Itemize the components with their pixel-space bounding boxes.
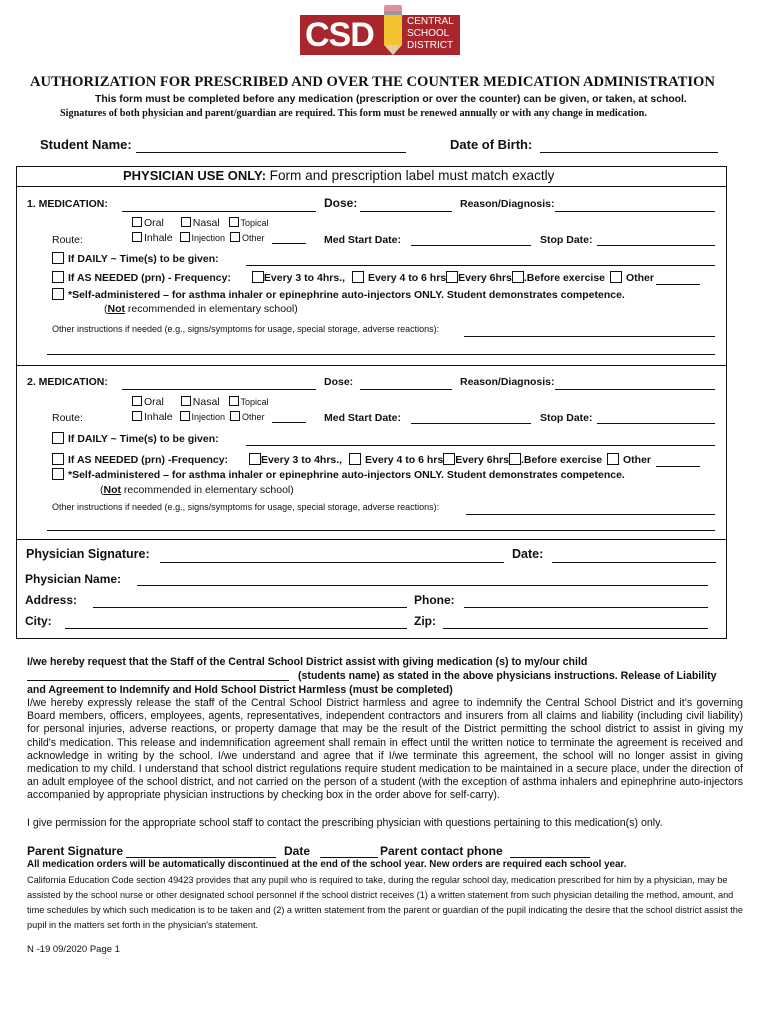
med2-nasal-label: Nasal [192,396,220,408]
med2-dose-field[interactable] [360,389,452,390]
med1-start-field[interactable] [411,245,531,246]
med1-start-label: Med Start Date: [324,234,402,246]
pencil-icon [384,5,402,55]
parent-phone-label: Parent contact phone [380,844,503,858]
med1-route-row1 [132,217,269,229]
med2-stop-field[interactable] [597,423,715,424]
med1-self-checkbox[interactable] [52,288,64,300]
parent-signature-field[interactable] [126,857,276,858]
med1-daily-field[interactable] [246,265,715,266]
med1-daily-checkbox[interactable] [52,252,64,264]
med2-every4-label: Every 4 to 6 hrs [365,454,444,466]
physician-box-title [123,168,554,183]
med-divider [16,365,727,366]
med1-before-checkbox[interactable] [512,271,524,283]
med1-self-row [52,288,625,301]
med2-prn-label: If AS NEEDED (prn) -Frequency: [68,454,229,466]
med1-daily-row [52,252,219,265]
address-label: Address: [25,593,78,607]
med1-before-label: .Before exercise [523,272,606,284]
permission-text: I give permission for the appropriate school staff to contact the prescribing physician with questions pertaining to this medication(s) only. [27,817,663,829]
parent-phone-field[interactable] [510,857,590,858]
med2-other-checkbox[interactable] [230,411,240,421]
med2-route-row2 [132,411,265,423]
page-number: N -19 09/2020 Page 1 [27,944,120,955]
phone-label: Phone: [414,593,455,607]
med1-oral-checkbox[interactable] [132,217,142,227]
med1-inhale-label: Inhale [144,232,173,244]
med2-start-field[interactable] [411,423,531,424]
med1-dose-label: Dose: [324,196,358,210]
med1-nasal-label: Nasal [192,217,220,229]
med2-daily-row [52,432,219,445]
request-line-3: and Agreement to Indemnify and Hold School District Harmless (must be completed) [27,684,453,696]
med2-prn-row [52,453,651,466]
med1-not-rest: recommended in elementary school) [125,303,298,315]
med1-other-label: Other [241,233,265,243]
med2-before-label: .Before exercise [520,454,603,466]
med1-name-field[interactable] [122,211,316,212]
med1-prn-label: If AS NEEDED (prn) - Frequency: [68,272,231,284]
med2-injection-checkbox[interactable] [180,411,190,421]
med2-not: Not [103,484,121,496]
med2-not-rest: recommended in elementary school) [121,484,294,496]
parent-date-label: Date [284,844,311,858]
physician-signature-label: Physician Signature: [26,547,150,561]
med2-daily-field[interactable] [246,445,715,446]
physician-name-field[interactable] [137,585,708,586]
student-name-field[interactable] [136,152,406,153]
med2-inhale-label: Inhale [144,411,173,423]
med2-other2-checkbox[interactable] [607,453,619,465]
med2-every6-label: Every 6hrs [455,454,509,466]
form-title: AUTHORIZATION FOR PRESCRIBED AND OVER THE COUNTER MEDICATION ADMINISTRATION [30,74,715,90]
med1-every6-label: Every 6hrs [458,272,512,284]
med1-instructions-field-2[interactable] [47,354,715,355]
med2-other2-field[interactable] [656,466,700,467]
child-name-field[interactable] [27,680,289,681]
dob-field[interactable] [540,152,718,153]
med2-paren: ( [100,484,104,496]
med2-topical-checkbox[interactable] [229,396,239,406]
med1-every3-label: Every 3 to 4hrs., [263,272,346,284]
med1-stop-label: Stop Date: [540,234,593,246]
med1-oral-label: Oral [144,217,164,229]
med1-topical-checkbox[interactable] [229,217,239,227]
csd-logo [300,3,470,55]
med1-stop-field[interactable] [597,245,715,246]
med1-other-checkbox[interactable] [230,232,240,242]
med2-label: 2. MEDICATION: [27,376,108,388]
med2-instructions-field-1[interactable] [466,514,715,515]
physician-date-field[interactable] [552,562,716,563]
med1-reason-field[interactable] [555,211,715,212]
logo-letters: CSD [305,16,374,54]
address-field[interactable] [93,607,407,608]
med1-other2-field[interactable] [656,284,700,285]
med2-self-label: *Self-administered – for asthma inhaler or epinephrine auto-injectors ONLY. Student demonstrates competence. [68,469,625,481]
release-body: I/we hereby expressly release the staff of the Central School District harmless and agree to indemnify the Central School District and it’s governing Board members, officers, employees, agents, representatives, independent contractors and insurers from all claims and liability (including civil liability) for personal injuries, adverse reactions, or property damage that may be the result of the District permitting the school district to assist in giving my child's medication. This release and indemnification agreement shall remain in effect until the written notice to terminate the agreement is received and acknowledge in writing by the school. I/we understand and agree that if I/we terminate this agreement, the school will no longer assist in giving medication to my child. I understand that school district regulations require student medication to be maintained in a secure place, under the direction of an adult employee of the school district, and not carried on the person of a student (with the exception of asthma inhalers and epinephrine auto-injectors accompanied by appropriate physician instructions by checking box in the order above for self-carry). [27,697,743,802]
physician-title-b: Form and prescription label must match exactly [269,168,555,183]
med1-every4-checkbox[interactable] [352,271,364,283]
med2-other-label: Other [241,412,265,422]
request-line-2: (students name) as stated in the above physicians instructions. Release of Liability [298,670,717,682]
med2-instructions-field-2[interactable] [47,530,715,531]
logo-line3: DISTRICT [407,40,454,51]
logo-line1: CENTRAL [407,16,454,27]
med2-other2-label: Other [623,454,652,466]
med2-every3-checkbox[interactable] [249,453,261,465]
med1-topical-label: Topical [240,218,269,228]
med1-route-row2 [132,232,265,244]
parent-date-field[interactable] [320,857,378,858]
med2-stop-label: Stop Date: [540,412,593,424]
med1-instructions-field-1[interactable] [464,336,715,337]
med2-every6-checkbox[interactable] [443,453,455,465]
med1-every4-label: Every 4 to 6 hrs [367,272,447,284]
phone-field[interactable] [464,607,708,608]
med1-prn-row [52,271,654,284]
physician-date-label: Date: [512,547,544,561]
med2-route-label: Route: [52,412,83,424]
city-field[interactable] [65,628,407,629]
city-label: City: [25,614,52,628]
med1-every6-checkbox[interactable] [446,271,458,283]
med1-every3-checkbox[interactable] [252,271,264,283]
med2-other-route-field[interactable] [272,422,306,423]
med1-nasal-checkbox[interactable] [181,217,191,227]
med2-before-checkbox[interactable] [509,453,521,465]
med2-self-row [52,468,625,481]
dob-label: Date of Birth: [450,137,533,152]
med2-daily-checkbox[interactable] [52,432,64,444]
med1-label: 1. MEDICATION: [27,198,108,210]
parent-signature-label: Parent Signature [27,844,124,858]
med2-every4-checkbox[interactable] [349,453,361,465]
med1-other-route-field[interactable] [272,243,306,244]
zip-label: Zip: [414,614,436,628]
form-subtitle-2: Signatures of both physician and parent/guardian are required. This form must be renewed annually or with any change in medication. [60,108,647,119]
med1-instructions-label: Other instructions if needed (e.g., signs/symptoms for usage, special storage, adverse reactions): [52,324,440,334]
med2-reason-label: Reason/Diagnosis: [460,376,555,388]
med2-oral-label: Oral [144,396,164,408]
med1-injection-label: Injection [191,233,226,243]
discontinued-notice: All medication orders will be automatically discontinued at the end of the school year. New orders are required each school year. [27,859,627,870]
physician-name-label: Physician Name: [25,572,122,586]
med1-other2-label: Other [625,272,654,284]
med2-reason-field[interactable] [555,389,715,390]
student-name-label: Student Name: [40,137,132,152]
med1-dose-field[interactable] [360,211,452,212]
form-subtitle-1: This form must be completed before any medication (prescription or over the counter) can be given, or taken, at school. [95,94,687,105]
med2-nasal-checkbox[interactable] [181,396,191,406]
med2-injection-label: Injection [191,412,226,422]
physician-title-a: PHYSICIAN USE ONLY: [123,168,267,183]
med1-daily-label: If DAILY ~ Time(s) to be given: [68,253,219,265]
med2-daily-label: If DAILY ~ Time(s) to be given: [68,433,219,445]
med2-topical-label: Topical [240,397,269,407]
med2-route-row1 [132,396,269,408]
med2-self-checkbox[interactable] [52,468,64,480]
physician-title-divider [16,186,727,187]
med1-not: Not [107,303,125,315]
med1-route-label: Route: [52,234,83,246]
med1-paren: ( [104,303,108,315]
med2-start-label: Med Start Date: [324,412,402,424]
med2-inhale-checkbox[interactable] [132,411,142,421]
med1-other2-checkbox[interactable] [610,271,622,283]
med2-oral-checkbox[interactable] [132,396,142,406]
request-line-1: I/we hereby request that the Staff of the Central School District assist with giving medication (s) to my/our child [27,656,588,668]
med2-not-recommended [100,484,294,496]
med2-every3-label: Every 3 to 4hrs., [260,454,343,466]
med2-dose-label: Dose: [324,376,354,388]
physician-signature-field[interactable] [160,562,504,563]
physician-info-divider [16,539,727,540]
med1-not-recommended [104,303,298,315]
zip-field[interactable] [443,628,708,629]
med1-inhale-checkbox[interactable] [132,232,142,242]
med2-prn-checkbox[interactable] [52,453,64,465]
med2-instructions-label: Other instructions if needed (e.g., signs/symptoms for usage, special storage, adverse reactions): [52,502,440,512]
med1-self-label: *Self-administered – for asthma inhaler or epinephrine auto-injectors ONLY. Student demonstrates competence. [68,289,625,301]
med1-reason-label: Reason/Diagnosis: [460,198,555,210]
med1-injection-checkbox[interactable] [180,232,190,242]
education-code-text: California Education Code section 49423 provides that any pupil who is required to take, during the regular school day, medication prescribed for him by a physician, may be assisted by the school nurse or other designated school personnel if the school district receives (1) a written statement from such physician detailing the method, amount, and time schedules by which such medication is to be taken and (2) a written statement from the parent or guardian of the pupil indicating the desire that the school district assist the pupil in the matters set forth in the physician's statement. [27,875,743,930]
med1-prn-checkbox[interactable] [52,271,64,283]
logo-line2: SCHOOL [407,28,450,39]
med2-name-field[interactable] [122,389,316,390]
